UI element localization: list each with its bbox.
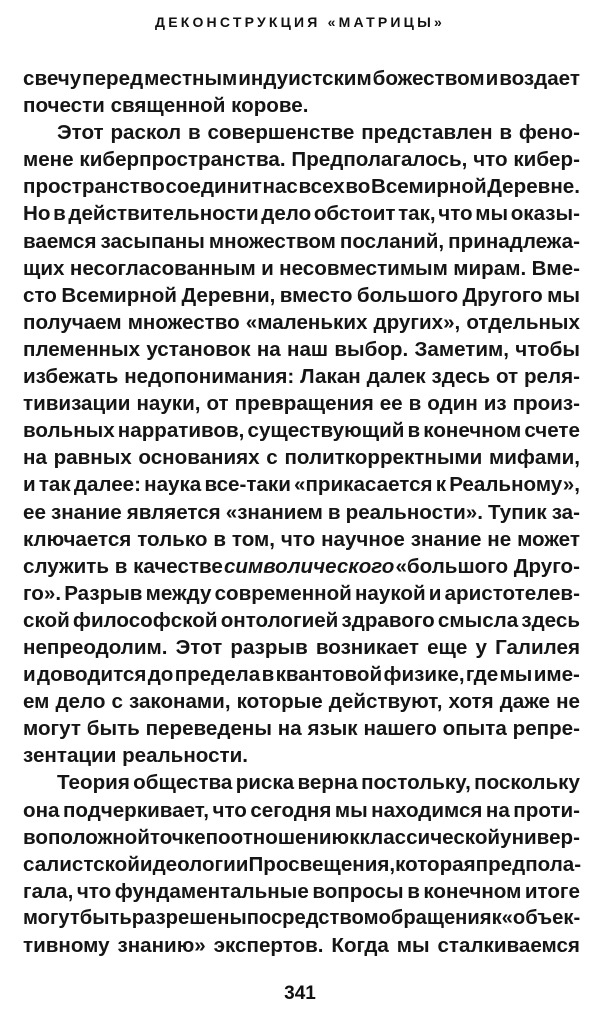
word: кибер- xyxy=(513,148,580,172)
running-header: ДЕКОНСТРУКЦИЯ «МАТРИЦЫ» xyxy=(155,14,445,30)
word: тивному xyxy=(23,934,110,957)
word: перед xyxy=(82,67,144,90)
word: и xyxy=(23,473,36,497)
word: мы xyxy=(499,663,533,687)
word: Предполагалось, xyxy=(291,148,468,172)
word: которые xyxy=(236,690,323,714)
word: переведены xyxy=(145,717,272,741)
text-line xyxy=(23,228,580,255)
word: она xyxy=(23,798,60,822)
word: еще xyxy=(427,635,468,659)
word: риска xyxy=(235,771,295,795)
word: мы xyxy=(475,202,509,226)
word: Реальному», xyxy=(449,473,580,497)
word: мы xyxy=(396,934,430,957)
word: ее xyxy=(23,500,46,524)
word: обстоит xyxy=(313,202,396,226)
word: далек xyxy=(366,365,426,389)
word: посредством xyxy=(246,906,379,929)
word: у xyxy=(475,635,487,659)
word: так, xyxy=(398,202,436,226)
word: и xyxy=(428,581,442,605)
word: чтобы xyxy=(515,337,580,361)
word: фундаментальные xyxy=(114,879,309,903)
word: Тупик xyxy=(488,500,547,524)
word: основаниях xyxy=(138,446,260,470)
word: хотя xyxy=(448,690,494,714)
word: разрыв xyxy=(230,635,308,659)
word: является xyxy=(126,500,221,524)
word: знание xyxy=(410,527,482,551)
word: Деревни, xyxy=(181,283,276,307)
word: что xyxy=(280,527,316,551)
word: нарративов, xyxy=(117,419,245,443)
word: от xyxy=(495,365,519,389)
text-line xyxy=(23,255,580,282)
word: до xyxy=(147,663,174,687)
word: науки, xyxy=(136,392,201,416)
word: и xyxy=(261,256,274,280)
word: с xyxy=(266,446,278,470)
word: смысла xyxy=(437,608,519,632)
word: точке xyxy=(149,825,206,849)
word: «маленьких xyxy=(245,310,368,334)
word: Деревне. xyxy=(487,175,580,199)
word: на xyxy=(23,446,47,470)
word: может xyxy=(517,527,580,551)
word: только xyxy=(137,527,208,551)
word: Лакан xyxy=(300,365,361,389)
word: салистской xyxy=(23,852,140,876)
word: опыта xyxy=(442,717,507,741)
word: наш xyxy=(287,337,329,361)
text-line: зентации реальности. xyxy=(23,744,248,768)
word: на xyxy=(485,798,510,822)
word: вольных xyxy=(23,419,115,443)
word: дело xyxy=(55,690,106,714)
word: один xyxy=(427,392,478,416)
word: в xyxy=(53,202,66,226)
word: наукой xyxy=(354,581,426,605)
word: принадлежа- xyxy=(448,229,580,253)
word: репре- xyxy=(512,717,580,741)
word: соединит xyxy=(165,175,262,199)
word: и xyxy=(485,67,499,90)
text-line xyxy=(23,336,580,363)
word: сто xyxy=(23,283,57,307)
word: за- xyxy=(551,500,580,524)
word: действительности xyxy=(68,202,259,226)
word: в xyxy=(213,527,226,551)
text-line xyxy=(23,471,580,498)
word: большого xyxy=(356,283,459,307)
word: щих xyxy=(23,256,65,280)
word: экспертов. xyxy=(213,934,324,957)
word: Но xyxy=(23,202,51,226)
word: универ- xyxy=(500,825,580,849)
word: ее xyxy=(379,392,403,416)
text-line xyxy=(23,526,580,553)
word: реальности». xyxy=(345,500,483,524)
word: предела xyxy=(174,663,261,687)
word: произ- xyxy=(512,392,580,416)
word: здесь xyxy=(431,365,491,389)
text-line-with-emphasis xyxy=(23,553,580,580)
word: онтологией xyxy=(220,608,339,632)
text-line xyxy=(23,824,580,851)
word: общества xyxy=(133,771,233,795)
word: «знанием xyxy=(225,500,323,524)
word: непреодолим. xyxy=(23,635,168,659)
word: аристотелев- xyxy=(444,581,580,605)
word: идеологии xyxy=(139,852,249,876)
word: выбор. xyxy=(334,337,409,361)
word: киберпространства. xyxy=(79,148,286,172)
word: к xyxy=(349,825,360,849)
word: ключается xyxy=(23,527,132,551)
word: законами, xyxy=(129,690,231,714)
word: что xyxy=(212,798,247,822)
word: Разрыв xyxy=(64,581,143,605)
word: быть xyxy=(79,906,132,929)
text-line xyxy=(23,905,580,932)
word: научное xyxy=(321,527,405,551)
word: Другого xyxy=(462,283,543,307)
word: подчеркивает, xyxy=(62,798,210,822)
text-line xyxy=(23,200,580,227)
word: мирам. xyxy=(453,256,527,280)
word: недопонимания: xyxy=(124,365,295,389)
word: квантовой xyxy=(275,663,383,687)
word: в xyxy=(408,392,422,416)
text-line xyxy=(23,282,580,309)
word: Галилея xyxy=(495,635,580,659)
word: разрешены xyxy=(131,906,247,929)
word: что xyxy=(76,879,112,903)
text-line xyxy=(23,851,580,878)
text-line xyxy=(23,309,580,336)
word: получаем xyxy=(23,310,122,334)
word: Этот xyxy=(57,121,104,145)
word: отношению xyxy=(230,825,350,849)
word: дело xyxy=(261,202,312,226)
word: современной xyxy=(214,581,352,605)
word: посланий, xyxy=(339,229,445,253)
word: предпола- xyxy=(475,852,582,876)
word: существующий xyxy=(247,419,405,443)
text-segment: «большого Друго- xyxy=(395,554,580,578)
text-line xyxy=(23,634,580,661)
word: мы xyxy=(334,798,368,822)
text-line xyxy=(23,65,580,92)
word: классической xyxy=(359,825,501,849)
word: итоге xyxy=(524,879,580,903)
word: физике, xyxy=(383,663,465,687)
word: фено- xyxy=(518,121,580,145)
word: в xyxy=(327,500,341,524)
word: постольку, xyxy=(361,771,471,795)
word: далее: xyxy=(73,473,141,497)
text-line xyxy=(23,607,580,634)
word: проти- xyxy=(513,798,580,822)
text-line: почести священной корове. xyxy=(23,94,309,118)
word: сталкиваемся xyxy=(437,934,580,957)
text-line xyxy=(23,661,580,688)
word: так xyxy=(38,473,71,497)
word: здесь xyxy=(521,608,580,632)
word: здравого xyxy=(341,608,435,632)
word: в xyxy=(261,663,275,687)
word: из xyxy=(483,392,507,416)
word: свечу xyxy=(23,67,82,90)
word: местным xyxy=(144,67,238,90)
text-line xyxy=(23,119,580,146)
word: воздает xyxy=(499,67,580,90)
word: множеством xyxy=(208,229,336,253)
word: божеством xyxy=(372,67,485,90)
word: гала, xyxy=(23,879,74,903)
word: множество xyxy=(127,310,240,334)
word: Заметим, xyxy=(414,337,509,361)
word: которая xyxy=(395,852,476,876)
word: воположной xyxy=(23,825,150,849)
word: философской xyxy=(72,608,218,632)
word: оказы- xyxy=(510,202,580,226)
word: несогласованным xyxy=(69,256,256,280)
text-line xyxy=(23,580,580,607)
word: не xyxy=(487,527,512,551)
word: в xyxy=(407,419,421,443)
text-segment: служить в качестве xyxy=(23,554,223,578)
word: го». xyxy=(23,581,62,605)
word: конечном xyxy=(423,419,522,443)
word: име- xyxy=(533,663,580,687)
text-line xyxy=(23,146,580,173)
word: Вме- xyxy=(531,256,580,280)
word: к xyxy=(435,473,447,497)
word: тивизации xyxy=(23,392,131,416)
text-line xyxy=(23,417,580,444)
text-line xyxy=(23,390,580,417)
word: все-таки xyxy=(204,473,291,497)
word: Этот xyxy=(175,635,223,659)
text-line xyxy=(23,688,580,715)
word: реля- xyxy=(523,365,580,389)
text-line xyxy=(23,715,580,742)
word: раскол xyxy=(110,121,182,145)
page-number: 341 xyxy=(284,983,316,1004)
text-line xyxy=(23,797,580,824)
italic-emphasis: символического xyxy=(223,554,395,578)
word: быть xyxy=(86,717,140,741)
word: мене xyxy=(23,148,74,172)
word: индуистским xyxy=(238,67,372,90)
word: и xyxy=(23,663,36,687)
word: знание xyxy=(50,500,122,524)
word: язык xyxy=(307,717,358,741)
word: мифами, xyxy=(488,446,580,470)
word: Теория xyxy=(57,771,130,795)
word: других», xyxy=(373,310,461,334)
word: могут xyxy=(23,906,80,929)
word: знанию» xyxy=(117,934,206,957)
word: совершенстве xyxy=(207,121,355,145)
text-line xyxy=(23,932,580,959)
word: «прикасается xyxy=(294,473,433,497)
word: не xyxy=(556,690,580,714)
text-line xyxy=(23,444,580,471)
text-line xyxy=(23,499,580,526)
text-line xyxy=(23,173,580,200)
text-line xyxy=(23,769,580,796)
word: могут xyxy=(23,717,81,741)
word: племенных xyxy=(23,337,141,361)
word: в xyxy=(187,121,201,145)
word: сегодня xyxy=(250,798,332,822)
word: на xyxy=(277,717,302,741)
word: превращения xyxy=(234,392,374,416)
word: вопросы xyxy=(312,879,404,903)
word: находимся xyxy=(371,798,483,822)
word: даже xyxy=(499,690,551,714)
word: отдельных xyxy=(466,310,580,334)
word: от xyxy=(206,392,229,416)
word: мы xyxy=(547,283,580,307)
word: что xyxy=(473,148,508,172)
word: несовместимым xyxy=(279,256,448,280)
word: возникает xyxy=(315,635,419,659)
word: пространство xyxy=(23,175,165,199)
word: во xyxy=(345,175,371,199)
word: всех xyxy=(298,175,345,199)
text-line xyxy=(23,878,580,905)
word: вместо xyxy=(279,283,353,307)
word: «объек- xyxy=(501,906,581,929)
word: что xyxy=(438,202,473,226)
word: избежать xyxy=(23,365,119,389)
word: Всемирной xyxy=(61,283,177,307)
word: том, xyxy=(231,527,275,551)
word: конечном xyxy=(423,879,522,903)
word: счете xyxy=(524,419,580,443)
word: нашего xyxy=(363,717,437,741)
word: действуют, xyxy=(328,690,443,714)
word: наука xyxy=(144,473,202,497)
word: ской xyxy=(23,608,70,632)
word: верна xyxy=(297,771,358,795)
word: установок xyxy=(146,337,251,361)
word: ем xyxy=(23,690,50,714)
word: по xyxy=(205,825,231,849)
word: равных xyxy=(53,446,132,470)
word: в xyxy=(407,879,420,903)
word: к xyxy=(491,906,502,929)
word: нас xyxy=(262,175,298,199)
word: в xyxy=(499,121,513,145)
word: где xyxy=(465,663,499,687)
word: засыпаны xyxy=(100,229,205,253)
word: поскольку xyxy=(474,771,580,795)
text-line xyxy=(23,363,580,390)
word: политкорректными xyxy=(284,446,483,470)
word: Когда xyxy=(331,934,389,957)
word: представлен xyxy=(361,121,493,145)
body-text xyxy=(23,65,580,959)
word: обращения xyxy=(378,906,492,929)
word: на xyxy=(256,337,281,361)
word: между xyxy=(145,581,212,605)
word: Просвещения, xyxy=(248,852,396,876)
word: доводится xyxy=(37,663,147,687)
word: с xyxy=(111,690,123,714)
word: ваемся xyxy=(23,229,97,253)
word: Всемирной xyxy=(370,175,487,199)
